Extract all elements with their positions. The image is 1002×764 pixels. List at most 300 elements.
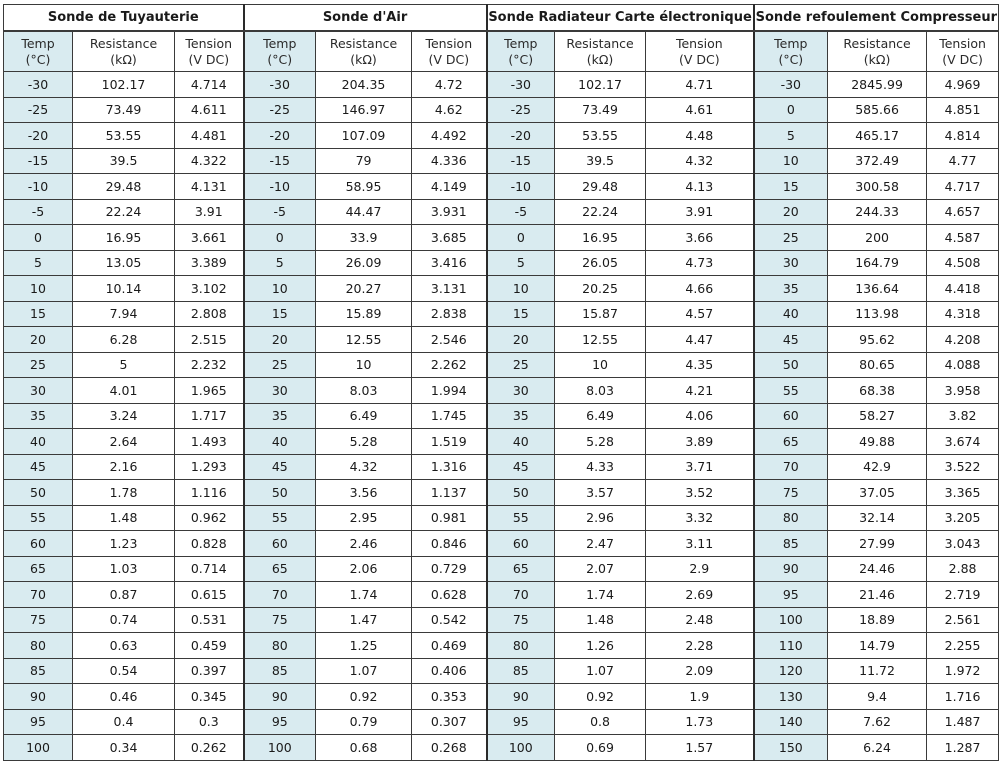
resistance-cell: 10 — [316, 352, 412, 378]
table-row — [4, 123, 999, 149]
temp-cell: 40 — [487, 429, 555, 455]
tension-cell: 0.531 — [175, 607, 244, 633]
tension-cell: 1.9 — [646, 684, 754, 710]
resistance-cell: 6.49 — [555, 403, 646, 429]
tension-cell: 1.717 — [175, 403, 244, 429]
tension-cell: 1.73 — [646, 709, 754, 735]
temp-cell: 65 — [4, 556, 73, 582]
resistance-cell: 8.03 — [316, 378, 412, 404]
resistance-cell: 5.28 — [555, 429, 646, 455]
resistance-cell: 79 — [316, 148, 412, 174]
resistance-cell: 0.69 — [555, 735, 646, 761]
tension-cell: 3.931 — [412, 199, 487, 225]
tension-cell: 4.57 — [646, 301, 754, 327]
tension-cell: 4.47 — [646, 327, 754, 353]
temp-cell: 30 — [487, 378, 555, 404]
tension-cell: 4.61 — [646, 97, 754, 123]
resistance-cell: 1.07 — [316, 658, 412, 684]
tension-cell: 3.043 — [927, 531, 999, 557]
tension-cell: 0.268 — [412, 735, 487, 761]
tension-cell: 3.91 — [646, 199, 754, 225]
resistance-cell: 7.62 — [828, 709, 927, 735]
column-header-tension — [646, 31, 754, 72]
column-header-resistance — [316, 31, 412, 72]
tension-cell: 0.628 — [412, 582, 487, 608]
resistance-cell: 2.46 — [316, 531, 412, 557]
temp-cell: 70 — [244, 582, 316, 608]
tension-cell: 0.307 — [412, 709, 487, 735]
column-header-tension — [175, 31, 244, 72]
temp-cell: 75 — [754, 480, 828, 506]
sensor-table — [3, 4, 999, 761]
tension-cell: 2.546 — [412, 327, 487, 353]
tension-cell: 0.353 — [412, 684, 487, 710]
tension-cell: 3.205 — [927, 505, 999, 531]
resistance-cell: 5.28 — [316, 429, 412, 455]
tension-cell: 0.3 — [175, 709, 244, 735]
temp-cell: 60 — [754, 403, 828, 429]
resistance-cell: 2.95 — [316, 505, 412, 531]
resistance-cell: 49.88 — [828, 429, 927, 455]
column-header-resistance — [555, 31, 646, 72]
temp-cell: 0 — [754, 97, 828, 123]
temp-cell: 25 — [244, 352, 316, 378]
temp-cell: 90 — [754, 556, 828, 582]
tension-cell: 1.493 — [175, 429, 244, 455]
tension-cell: 4.717 — [927, 174, 999, 200]
temp-cell: 45 — [754, 327, 828, 353]
resistance-cell: 14.79 — [828, 633, 927, 659]
temp-cell: 5 — [754, 123, 828, 149]
temp-cell: 25 — [754, 225, 828, 251]
temp-cell: 30 — [244, 378, 316, 404]
resistance-cell: 6.28 — [73, 327, 175, 353]
resistance-cell: 2.06 — [316, 556, 412, 582]
table-row — [4, 199, 999, 225]
temp-cell: 10 — [754, 148, 828, 174]
temp-cell: 25 — [487, 352, 555, 378]
tension-cell: 2.9 — [646, 556, 754, 582]
resistance-cell: 1.07 — [555, 658, 646, 684]
tension-cell: 3.66 — [646, 225, 754, 251]
tension-cell: 3.685 — [412, 225, 487, 251]
resistance-cell: 3.24 — [73, 403, 175, 429]
table-row — [4, 658, 999, 684]
tension-cell: 4.611 — [175, 97, 244, 123]
temp-cell: -5 — [4, 199, 73, 225]
temp-cell: 0 — [4, 225, 73, 251]
column-header-unit: (°C) — [508, 51, 534, 67]
tension-cell: 4.131 — [175, 174, 244, 200]
resistance-cell: 300.58 — [828, 174, 927, 200]
tension-cell: 4.492 — [412, 123, 487, 149]
temp-cell: 35 — [4, 403, 73, 429]
resistance-cell: 0.74 — [73, 607, 175, 633]
temp-cell: 10 — [4, 276, 73, 302]
temp-cell: 30 — [754, 250, 828, 276]
tension-cell: 2.69 — [646, 582, 754, 608]
tension-cell: 4.71 — [646, 72, 754, 98]
temp-cell: 45 — [4, 454, 73, 480]
tension-cell: 0.469 — [412, 633, 487, 659]
temp-cell: 20 — [244, 327, 316, 353]
tension-cell: 3.91 — [175, 199, 244, 225]
resistance-cell: 15.89 — [316, 301, 412, 327]
column-header-label: Resistance — [89, 35, 158, 51]
temp-cell: 35 — [244, 403, 316, 429]
resistance-cell: 0.34 — [73, 735, 175, 761]
tension-cell: 2.88 — [927, 556, 999, 582]
column-header-temp — [4, 31, 73, 72]
temp-cell: 80 — [754, 505, 828, 531]
tension-cell: 0.459 — [175, 633, 244, 659]
tension-cell: 4.21 — [646, 378, 754, 404]
table-row — [4, 148, 999, 174]
resistance-cell: 146.97 — [316, 97, 412, 123]
column-header-resistance — [828, 31, 927, 72]
tension-cell: 3.416 — [412, 250, 487, 276]
tension-cell: 4.481 — [175, 123, 244, 149]
resistance-cell: 2.64 — [73, 429, 175, 455]
temp-cell: -20 — [244, 123, 316, 149]
column-header-tension — [412, 31, 487, 72]
column-header-tension — [927, 31, 999, 72]
tension-cell: 4.208 — [927, 327, 999, 353]
column-header-label: Resistance — [566, 35, 634, 51]
resistance-cell: 18.89 — [828, 607, 927, 633]
table-row — [4, 582, 999, 608]
resistance-cell: 21.46 — [828, 582, 927, 608]
temp-cell: 110 — [754, 633, 828, 659]
tension-cell: 4.418 — [927, 276, 999, 302]
resistance-cell: 0.63 — [73, 633, 175, 659]
resistance-cell: 32.14 — [828, 505, 927, 531]
resistance-cell: 1.25 — [316, 633, 412, 659]
table-row — [4, 72, 999, 98]
tension-cell: 1.116 — [175, 480, 244, 506]
temp-cell: 90 — [244, 684, 316, 710]
temp-cell: 65 — [244, 556, 316, 582]
temp-cell: -10 — [4, 174, 73, 200]
temp-cell: 50 — [754, 352, 828, 378]
resistance-cell: 16.95 — [73, 225, 175, 251]
tension-cell: 3.365 — [927, 480, 999, 506]
temp-cell: 95 — [4, 709, 73, 735]
resistance-cell: 113.98 — [828, 301, 927, 327]
tension-cell: 4.508 — [927, 250, 999, 276]
tension-cell: 0.345 — [175, 684, 244, 710]
temp-cell: -5 — [487, 199, 555, 225]
tension-cell: 4.06 — [646, 403, 754, 429]
column-header-unit: (kΩ) — [110, 51, 137, 67]
resistance-cell: 29.48 — [555, 174, 646, 200]
column-header-unit: (°C) — [778, 51, 804, 67]
column-header-label: Temp — [263, 35, 297, 51]
tension-cell: 4.73 — [646, 250, 754, 276]
tension-cell: 3.52 — [646, 480, 754, 506]
temp-cell: 10 — [244, 276, 316, 302]
resistance-cell: 0.79 — [316, 709, 412, 735]
temp-cell: 0 — [487, 225, 555, 251]
resistance-cell: 1.47 — [316, 607, 412, 633]
tension-cell: 1.519 — [412, 429, 487, 455]
temp-cell: 140 — [754, 709, 828, 735]
tension-cell: 0.981 — [412, 505, 487, 531]
temp-cell: 80 — [244, 633, 316, 659]
tension-cell: 0.828 — [175, 531, 244, 557]
column-header-label: Tension — [185, 35, 233, 51]
resistance-cell: 27.99 — [828, 531, 927, 557]
resistance-cell: 465.17 — [828, 123, 927, 149]
temp-cell: 10 — [487, 276, 555, 302]
tension-cell: 4.13 — [646, 174, 754, 200]
temp-cell: 75 — [4, 607, 73, 633]
resistance-cell: 372.49 — [828, 148, 927, 174]
temp-cell: 35 — [754, 276, 828, 302]
column-header-unit: (kΩ) — [863, 51, 891, 67]
table-row — [4, 735, 999, 761]
tension-cell: 3.389 — [175, 250, 244, 276]
temp-cell: 80 — [4, 633, 73, 659]
column-header-row — [4, 31, 999, 72]
temp-cell: 5 — [244, 250, 316, 276]
resistance-cell: 102.17 — [73, 72, 175, 98]
temp-cell: 120 — [754, 658, 828, 684]
resistance-cell: 0.54 — [73, 658, 175, 684]
resistance-cell: 0.87 — [73, 582, 175, 608]
column-header-label: Tension — [939, 35, 986, 51]
temp-cell: 130 — [754, 684, 828, 710]
tension-cell: 0.406 — [412, 658, 487, 684]
temp-cell: -25 — [4, 97, 73, 123]
temp-cell: -30 — [4, 72, 73, 98]
table-row — [4, 633, 999, 659]
temp-cell: -20 — [487, 123, 555, 149]
resistance-cell: 2.96 — [555, 505, 646, 531]
temp-cell: 35 — [487, 403, 555, 429]
resistance-cell: 7.94 — [73, 301, 175, 327]
temp-cell: 70 — [487, 582, 555, 608]
resistance-cell: 200 — [828, 225, 927, 251]
temp-cell: 15 — [754, 174, 828, 200]
temp-cell: 55 — [244, 505, 316, 531]
temp-cell: 25 — [4, 352, 73, 378]
tension-cell: 4.62 — [412, 97, 487, 123]
resistance-cell: 37.05 — [828, 480, 927, 506]
resistance-cell: 24.46 — [828, 556, 927, 582]
resistance-cell: 22.24 — [555, 199, 646, 225]
temp-cell: 60 — [244, 531, 316, 557]
temp-cell: 5 — [487, 250, 555, 276]
tension-cell: 2.808 — [175, 301, 244, 327]
tension-cell: 2.838 — [412, 301, 487, 327]
tension-cell: 2.515 — [175, 327, 244, 353]
tension-cell: 3.71 — [646, 454, 754, 480]
column-header-label: Resistance — [843, 35, 911, 51]
tension-cell: 4.322 — [175, 148, 244, 174]
temp-cell: 55 — [4, 505, 73, 531]
temp-cell: 20 — [487, 327, 555, 353]
tension-cell: 4.851 — [927, 97, 999, 123]
resistance-cell: 80.65 — [828, 352, 927, 378]
resistance-cell: 164.79 — [828, 250, 927, 276]
temp-cell: -30 — [754, 72, 828, 98]
table-row — [4, 97, 999, 123]
tension-cell: 4.149 — [412, 174, 487, 200]
tension-cell: 2.09 — [646, 658, 754, 684]
temp-cell: -5 — [244, 199, 316, 225]
resistance-cell: 0.92 — [555, 684, 646, 710]
table-row — [4, 327, 999, 353]
tension-cell: 4.814 — [927, 123, 999, 149]
group-title-radiateur: Sonde Radiateur Carte électronique — [487, 5, 754, 32]
tension-cell: 4.48 — [646, 123, 754, 149]
column-header-temp — [244, 31, 316, 72]
tension-cell: 0.542 — [412, 607, 487, 633]
resistance-cell: 42.9 — [828, 454, 927, 480]
temp-cell: 100 — [487, 735, 555, 761]
tension-cell: 0.262 — [175, 735, 244, 761]
table-row — [4, 454, 999, 480]
temp-cell: 70 — [754, 454, 828, 480]
column-header-unit: (°C) — [267, 51, 293, 67]
tension-cell: 3.131 — [412, 276, 487, 302]
temp-cell: 65 — [487, 556, 555, 582]
resistance-cell: 2.16 — [73, 454, 175, 480]
column-header-label: Resistance — [329, 35, 398, 51]
temp-cell: 85 — [244, 658, 316, 684]
tension-cell: 3.102 — [175, 276, 244, 302]
temp-cell: 0 — [244, 225, 316, 251]
resistance-cell: 1.78 — [73, 480, 175, 506]
table-row — [4, 352, 999, 378]
temp-cell: 15 — [244, 301, 316, 327]
temp-cell: 95 — [754, 582, 828, 608]
resistance-cell: 1.48 — [555, 607, 646, 633]
temp-cell: 50 — [487, 480, 555, 506]
column-header-unit: (V DC) — [188, 51, 230, 67]
tension-cell: 2.232 — [175, 352, 244, 378]
tension-cell: 4.969 — [927, 72, 999, 98]
resistance-cell: 58.95 — [316, 174, 412, 200]
temp-cell: -25 — [487, 97, 555, 123]
group-title-air: Sonde d'Air — [244, 5, 487, 32]
table-row — [4, 607, 999, 633]
resistance-cell: 8.03 — [555, 378, 646, 404]
resistance-cell: 68.38 — [828, 378, 927, 404]
column-header-temp — [754, 31, 828, 72]
resistance-cell: 11.72 — [828, 658, 927, 684]
tension-cell: 3.522 — [927, 454, 999, 480]
tension-cell: 4.657 — [927, 199, 999, 225]
tension-cell: 1.972 — [927, 658, 999, 684]
group-title-compresseur: Sonde refoulement Compresseur — [754, 5, 999, 32]
temp-cell: 70 — [4, 582, 73, 608]
tension-cell: 3.674 — [927, 429, 999, 455]
temp-cell: 15 — [4, 301, 73, 327]
tension-cell: 3.11 — [646, 531, 754, 557]
temp-cell: -20 — [4, 123, 73, 149]
temp-cell: 90 — [4, 684, 73, 710]
column-header-unit: (V DC) — [942, 51, 983, 67]
resistance-cell: 58.27 — [828, 403, 927, 429]
tension-cell: 1.994 — [412, 378, 487, 404]
temp-cell: 100 — [244, 735, 316, 761]
table-row — [4, 378, 999, 404]
tension-cell: 3.89 — [646, 429, 754, 455]
temp-cell: 45 — [244, 454, 316, 480]
temp-cell: 30 — [4, 378, 73, 404]
temp-cell: 55 — [754, 378, 828, 404]
resistance-cell: 585.66 — [828, 97, 927, 123]
resistance-cell: 44.47 — [316, 199, 412, 225]
temp-cell: 45 — [487, 454, 555, 480]
group-title-row — [4, 5, 999, 32]
resistance-cell: 2.07 — [555, 556, 646, 582]
resistance-cell: 3.57 — [555, 480, 646, 506]
temp-cell: -10 — [487, 174, 555, 200]
tension-cell: 3.661 — [175, 225, 244, 251]
tension-cell: 0.846 — [412, 531, 487, 557]
table-row — [4, 480, 999, 506]
table-row — [4, 709, 999, 735]
tension-cell: 2.719 — [927, 582, 999, 608]
resistance-cell: 33.9 — [316, 225, 412, 251]
tension-cell: 1.745 — [412, 403, 487, 429]
tension-cell: 4.35 — [646, 352, 754, 378]
resistance-cell: 1.74 — [316, 582, 412, 608]
temp-cell: -30 — [244, 72, 316, 98]
table-row — [4, 250, 999, 276]
tension-cell: 4.77 — [927, 148, 999, 174]
resistance-cell: 13.05 — [73, 250, 175, 276]
temp-cell: -15 — [487, 148, 555, 174]
temp-cell: 50 — [244, 480, 316, 506]
tension-cell: 4.72 — [412, 72, 487, 98]
resistance-cell: 2.47 — [555, 531, 646, 557]
temp-cell: -10 — [244, 174, 316, 200]
temp-cell: 85 — [4, 658, 73, 684]
tension-cell: 0.729 — [412, 556, 487, 582]
temp-cell: 20 — [4, 327, 73, 353]
tension-cell: 4.318 — [927, 301, 999, 327]
column-header-label: Temp — [21, 35, 55, 51]
temp-cell: 60 — [487, 531, 555, 557]
column-header-temp — [487, 31, 555, 72]
resistance-cell: 26.09 — [316, 250, 412, 276]
tension-cell: 0.962 — [175, 505, 244, 531]
temp-cell: 40 — [754, 301, 828, 327]
resistance-cell: 20.27 — [316, 276, 412, 302]
table-row — [4, 531, 999, 557]
tension-cell: 3.958 — [927, 378, 999, 404]
column-header-label: Tension — [425, 35, 473, 51]
resistance-cell: 0.8 — [555, 709, 646, 735]
temp-cell: 100 — [4, 735, 73, 761]
temp-cell: 60 — [4, 531, 73, 557]
table-row — [4, 684, 999, 710]
resistance-cell: 10 — [555, 352, 646, 378]
resistance-cell: 9.4 — [828, 684, 927, 710]
column-header-resistance — [73, 31, 175, 72]
tension-cell: 3.82 — [927, 403, 999, 429]
tension-cell: 1.716 — [927, 684, 999, 710]
tension-cell: 4.714 — [175, 72, 244, 98]
column-header-label: Temp — [774, 35, 808, 51]
temp-cell: 15 — [487, 301, 555, 327]
column-header-label: Tension — [675, 35, 723, 51]
column-header-unit: (kΩ) — [350, 51, 377, 67]
